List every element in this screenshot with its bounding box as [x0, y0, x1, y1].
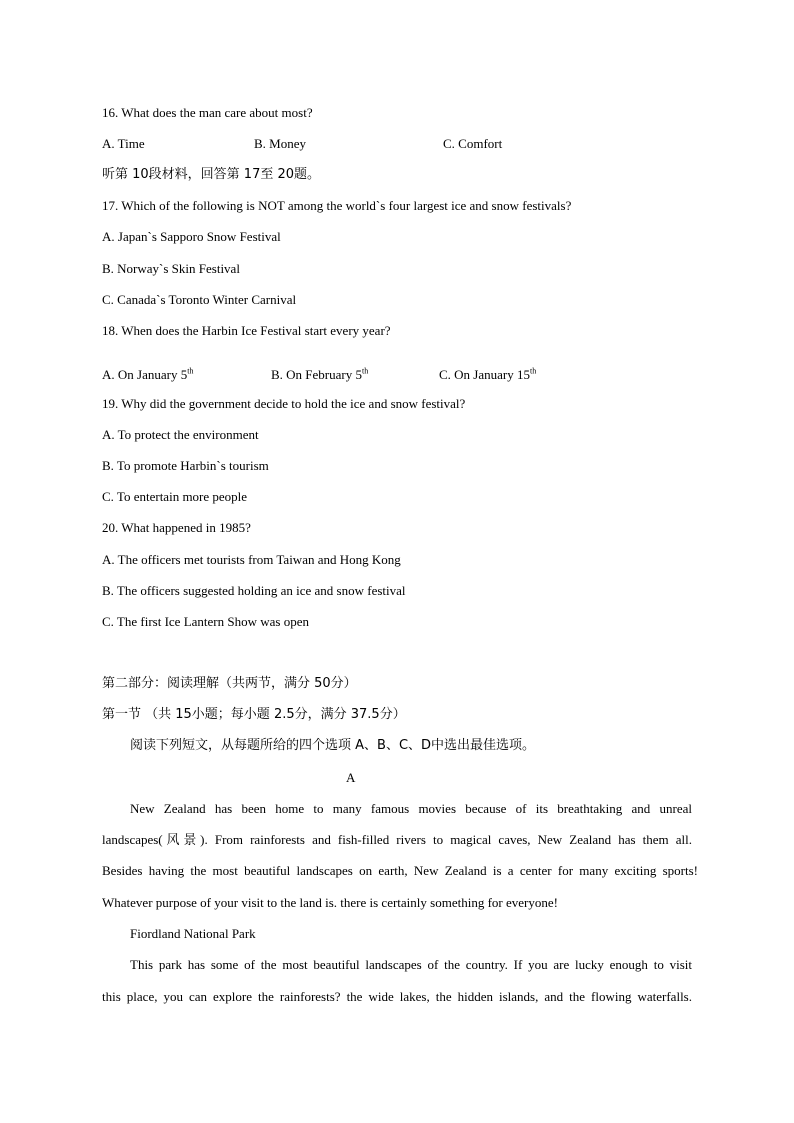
q19-option-a: A. To protect the environment [102, 427, 259, 442]
q20-stem: 20. What happened in 1985? [102, 520, 251, 535]
q17-stem: 17. Which of the following is NOT among the world`s four largest ice and snow festivals? [102, 198, 572, 213]
q16-option-a: A. Time [102, 136, 145, 151]
q16-stem: 16. What does the man care about most? [102, 105, 313, 120]
reading-instruction: 阅读下列短文，从每题所给的四个选项 A、B、C、D中选出最佳选项。 [130, 738, 536, 753]
q18-option-a-text: A. On January 5 [102, 367, 188, 382]
q16-option-b: B. Money [254, 136, 306, 151]
q20-option-a: A. The officers met tourists from Taiwan and Hong Kong [102, 552, 401, 567]
para2-line2: this place, you can explore the rainforests? the wide lakes, the hidden islands, and the flowing waterfalls. [102, 989, 692, 1004]
para2-line1: This park has some of the most beautiful landscapes of the country. If you are lucky enough to visit [130, 957, 692, 972]
part2-heading: 第二部分：阅读理解（共两节，满分 50分） [102, 676, 357, 691]
q18-option-c-sup: th [530, 366, 537, 376]
para1-line2: landscapes(风景). From rainforests and fish-filled rivers to magical caves, New Zealand has them all. [102, 832, 692, 847]
q19-stem: 19. Why did the government decide to hold the ice and snow festival? [102, 396, 466, 411]
section1-heading: 第一节 （共 15小题；每小题 2.5分，满分 37.5分） [102, 707, 406, 722]
q18-option-a-sup: th [187, 366, 194, 376]
q18-option-b [271, 367, 368, 383]
q18-option-c-text: C. On January 15 [439, 367, 530, 382]
q19-option-b: B. To promote Harbin`s tourism [102, 458, 269, 473]
q18-stem: 18. When does the Harbin Ice Festival start every year? [102, 323, 391, 338]
para1-line4: Whatever purpose of your visit to the land is. there is certainly something for everyone! [102, 895, 558, 910]
listening-instruction-10: 听第 10段材料，回答第 17至 20题。 [102, 167, 321, 182]
para1-line1: New Zealand has been home to many famous movies because of its breathtaking and unreal [130, 801, 692, 816]
q18-option-a [102, 367, 193, 383]
q17-option-a: A. Japan`s Sapporo Snow Festival [102, 229, 281, 244]
q20-option-c: C. The first Ice Lantern Show was open [102, 614, 309, 629]
para1-line3: Besides having the most beautiful landscapes on earth, New Zealand is a center for many exciting sports! [102, 863, 698, 878]
q17-option-c: C. Canada`s Toronto Winter Carnival [102, 292, 297, 307]
passage-label: A [346, 770, 356, 785]
q17-option-b: B. Norway`s Skin Festival [102, 261, 240, 276]
q18-option-b-sup: th [362, 366, 369, 376]
q20-option-b: B. The officers suggested holding an ice and snow festival [102, 583, 406, 598]
q18-option-c [439, 367, 536, 383]
q18-option-b-text: B. On February 5 [271, 367, 362, 382]
subheading-fiordland: Fiordland National Park [130, 926, 256, 941]
q16-option-c: C. Comfort [443, 136, 503, 151]
q19-option-c: C. To entertain more people [102, 489, 248, 504]
